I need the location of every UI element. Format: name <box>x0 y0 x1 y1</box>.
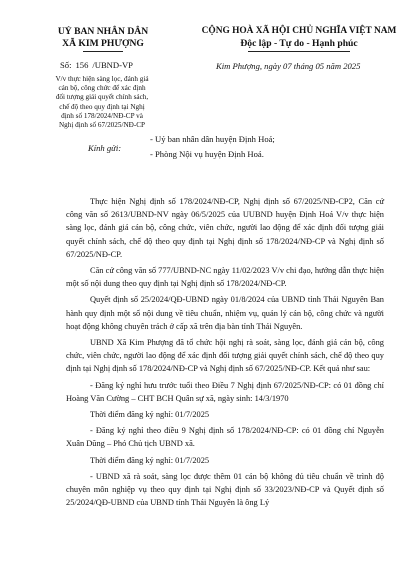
subject-line: V/v thực hiện sàng lọc, đánh giá <box>55 75 149 83</box>
recipients-list <box>150 132 275 162</box>
document-date: Kim Phượng, ngày 07 tháng 05 năm 2025 <box>216 61 361 71</box>
number-value: 156 <box>75 60 89 70</box>
national-motto: Độc lập - Tự do - Hạnh phúc <box>240 37 358 49</box>
org-line-2: XÃ KIM PHƯỢNG <box>62 37 144 49</box>
national-heading <box>196 26 402 52</box>
body-paragraph: Thời điểm đăng ký nghỉ: 01/7/2025 <box>90 455 210 465</box>
body-paragraph: - UBND xã rà soát, sàng lọc được thêm 01 cán bộ không đủ tiêu chuẩn về trình độ chuyên môn nghiệp vụ theo quy định tại Nghị định số 33/2023/NĐ-CP và Quyết định số 25/2024/QĐ-UBND của UBND tỉnh Thái Nguyên là ông Lý <box>66 471 384 508</box>
body-paragraph: - Đăng ký nghỉ hưu trước tuổi theo Điều 7 Nghị định 67/2025/NĐ-CP: có 01 đồng chí Hoàng Văn Cường – CHT BCH Quân sự xã, ngày sinh: 14/3/1970 <box>66 380 384 403</box>
body-paragraph: - Đăng ký nghỉ theo điều 9 Nghị định số 178/2024/NĐ-CP: có 01 đồng chí Nguyễn Xuân Dũng – Phó Chủ tịch UBND xã. <box>66 426 384 449</box>
number-prefix: Số: <box>60 60 72 70</box>
recipients-label: Kính gửi: <box>88 143 122 153</box>
subject-line: Nghị định số 67/2025/NĐ-CP <box>58 121 146 130</box>
issuing-authority <box>44 26 162 52</box>
number-suffix: /UBND-VP <box>92 60 133 70</box>
org-line-1: UỶ BAN NHÂN DÂN <box>57 26 149 37</box>
body-paragraph: Quyết định số 25/2024/QĐ-UBND ngày 01/8/2024 của UBND tỉnh Thái Nguyên Ban hành quy định một số nội dung về tiêu chuẩn, nhiệm vụ, quản lý cán bộ, công chức và người hoạt động không chuyên trách ở cấp xã trên địa bàn tỉnh Thái Nguyên. <box>66 295 384 331</box>
subject-line: đối tượng giải quyết chính sách, <box>55 93 149 102</box>
motto-underline <box>248 51 350 52</box>
org-underline <box>83 51 123 52</box>
document-number <box>60 60 133 70</box>
subject-line: định số 178/2024/NĐ-CP và <box>61 111 143 120</box>
document-body <box>66 195 384 512</box>
nation-title: CỘNG HOÀ XÃ HỘI CHỦ NGHĨA VIỆT NAM <box>201 26 397 36</box>
recipient-item: - Phòng Nội vụ huyện Định Hoá. <box>150 149 264 159</box>
body-paragraph: UBND Xã Kim Phượng đã tổ chức hội nghị rà soát, sàng lọc, đánh giá cán bộ, công chức, viên chức, người lao động để xác định đối tượng giải quyết chính sách, chế độ theo quy định tại Nghị định số 178/2024/NĐ-CP và Nghị định số 67/2025/NĐ-CP. Kết quả như sau: <box>66 338 384 374</box>
recipient-item: - Uỷ ban nhân dân huyện Định Hoá; <box>150 134 275 144</box>
document-subject <box>40 75 164 130</box>
body-paragraph: Thực hiện Nghị định số 178/2024/NĐ-CP, Nghị định số 67/2025/NĐ-CP2, Căn cứ công văn số 2613/UBND-NV ngày 06/5/2025 của UUBND huyện Định Hoá V/v thực hiện sàng lọc, đánh giá cán bộ, công chức, viên chức, người lao động để xác định đối tượng giải quyết chính sách, chế độ theo quy định tại Nghị định số 178/2024/NĐ-CP và Nghị định số 67/2025/NĐ-CP. <box>66 197 384 259</box>
subject-line: chế độ theo quy định tại Nghị <box>59 102 145 111</box>
body-paragraph: Căn cứ công văn số 777/UBND-NC ngày 11/02/2023 V/v chi đạo, hướng dẫn thực hiện một số nội dung theo quy định tại Nghị định số 178/2024/NĐ-CP. <box>66 266 384 289</box>
body-paragraph: Thời điểm đăng ký nghỉ: 01/7/2025 <box>90 410 210 420</box>
subject-line: cán bộ, công chức để xác định <box>58 84 146 93</box>
